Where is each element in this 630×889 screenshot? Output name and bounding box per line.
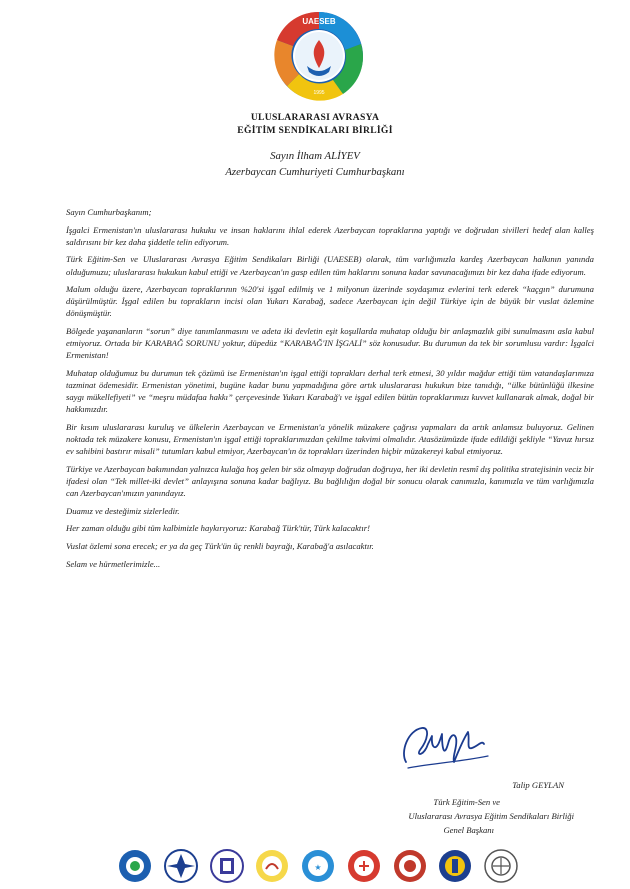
paragraph: Vuslat özlemi sona erecek; er ya da geç Türk'ün üç renkli bayrağı, Karabağ'a asılacaktır. xyxy=(66,541,374,552)
paragraph: Malum olduğu üzere, Azerbaycan topraklarının %20'si işgal edilmiş ve 1 milyonun üzerinde soydaşımız evlerini terk ederek “kaçgın” durumuna düşürülmüştür. İşgal edilen bu toprakların incisi olan Yukarı Karabağ, sadece Azerbaycan için değil Türkiye için de büyük bir vuslat özlemine dönüşmüştür. xyxy=(66,284,594,319)
paragraph: Bir kısım uluslararası kuruluş ve ülkelerin Azerbaycan ve Ermenistan'a yönelik müzakere çağrısı yapmaları da artık anlamsız buluyoruz. Gelinen noktada tek müzakere konusu, Ermenistan'ın işgal ettiği topraklarımızdan çekilme takvimi olmalıdır. Atasözümüzde ifade edildiği şekliyle “Yavuz hırsız ev sahibini bastırır misali” tutumları kabul etmiyor, Azerbaycan'ın öz toprakları üzerinden hiçbir müzakereyi kabul etmiyoruz. xyxy=(66,421,594,457)
org-name-line2: EĞİTİM SENDİKALARI BİRLİĞİ xyxy=(237,125,393,136)
signer-org-line2: Uluslararası Avrasya Eğitim Sendikaları Birliği xyxy=(408,811,574,821)
paragraph: Muhatap olduğumuz bu durumun tek çözümü ise Ermenistan'ın işgal ettiği toprakları derhal terk etmesi, 30 yıldır mağdur ettiği tüm vatandaşlarımıza tazminat ödemesidir. Ermenistan yönetimi, bugüne kadar bunu yapmadığına göre artık uluslararası hukukun bize tanıdığı, “ülke bütünlüğü ilkesine saygı mükellefiyeti” ve “meşru müdafaa hakkı” çerçevesinde Yukarı Karabağ'ı ve işgal edilen bütün topraklarımızı kuvvet kullanarak almak, doğal bir hakkımızdır. xyxy=(66,368,594,415)
logo-year: 1995 xyxy=(313,90,325,96)
member-union-logo-icon xyxy=(347,849,381,883)
letter-body xyxy=(66,206,594,575)
footer-logos xyxy=(118,846,518,886)
paragraph: Bölgede yaşananların “sorun” diye tanımlanmasını ve adeta iki devletin eşit koşullarda muhatap olduğu bir anlaşmazlık gibi sunulmasını asla kabul etmiyoruz. Ortada bir KARABAĞ SORUNU yoktur, düpedüz “KARABAĞ'IN İŞGALİ” söz konusudur. Bu durumun da tek bir sorumlusu vardır: İşgalci Ermenistan! xyxy=(66,326,594,361)
member-union-logo-icon xyxy=(164,849,198,883)
signer-org-line1: Türk Eğitim-Sen ve xyxy=(433,797,500,807)
paragraph: Her zaman olduğu gibi tüm kalbimizle haykırıyoruz: Karabağ Türk'tür, Türk kalacaktır! xyxy=(66,523,370,534)
paragraph: Duamız ve desteğimiz sizlerledir. xyxy=(66,505,180,516)
paragraph: Türk Eğitim-Sen ve Uluslararası Avrasya Eğitim Sendikaları Birliği (UAESEB) olarak, tüm varlığımızla kardeş Azerbaycan halkının yanında olduğumuzu; uluslararası hukukun kabul ettiği ve Azerbaycan'ın gasp edilen tüm haklarını sonuna kadar savunacağımızı bir kez daha ifade ediyorum. xyxy=(66,254,594,277)
paragraph: İşgalci Ermenistan'ın uluslararası hukuku ve insan haklarını ihlal ederek Azerbaycan topraklarına yaptığı ve doğrudan sivilleri hedef alan kalleş saldırısını bir kez daha şiddetle telin ediyorum. xyxy=(66,224,594,247)
member-union-logo-icon xyxy=(210,849,244,883)
signer-name: Talip GEYLAN xyxy=(512,780,564,790)
member-union-logo-icon xyxy=(255,849,289,883)
closing: Selam ve hürmetlerimizle... xyxy=(66,558,161,569)
signature xyxy=(398,722,494,776)
salutation: Sayın Cumhurbaşkanım; xyxy=(66,207,152,217)
org-name-line1: ULUSLARARASI AVRASYA xyxy=(250,112,380,123)
paragraph: Türkiye ve Azerbaycan bakımından yalnızca kulağa hoş gelen bir söz olmayıp doğrudan doğruya, her iki devletin resmî dış politika stratejisinin veciz bir ifadesi olan “Tek millet-iki devlet” anlayışına sonuna kadar bağlıyız. Bu bağlılığın doğal bir sonucu olarak canımızla, kanımızla ve tüm varlığımızla can Azerbaycan'ımızın yanındayız. xyxy=(66,463,594,499)
uaeseb-logo xyxy=(273,10,365,102)
addressee-name: Sayın İlham ALİYEV xyxy=(270,150,360,162)
member-union-logo-icon xyxy=(484,849,518,883)
member-union-logo-icon xyxy=(438,849,472,883)
member-union-logo-icon xyxy=(118,849,152,883)
svg-text:★: ★ xyxy=(314,863,322,872)
logo-text: UAESEB xyxy=(302,17,336,26)
member-union-logo-icon xyxy=(301,849,335,883)
signer-title: Genel Başkanı xyxy=(443,825,494,835)
addressee-title: Azerbaycan Cumhuriyeti Cumhurbaşkanı xyxy=(225,166,405,178)
member-union-logo-icon xyxy=(393,849,427,883)
